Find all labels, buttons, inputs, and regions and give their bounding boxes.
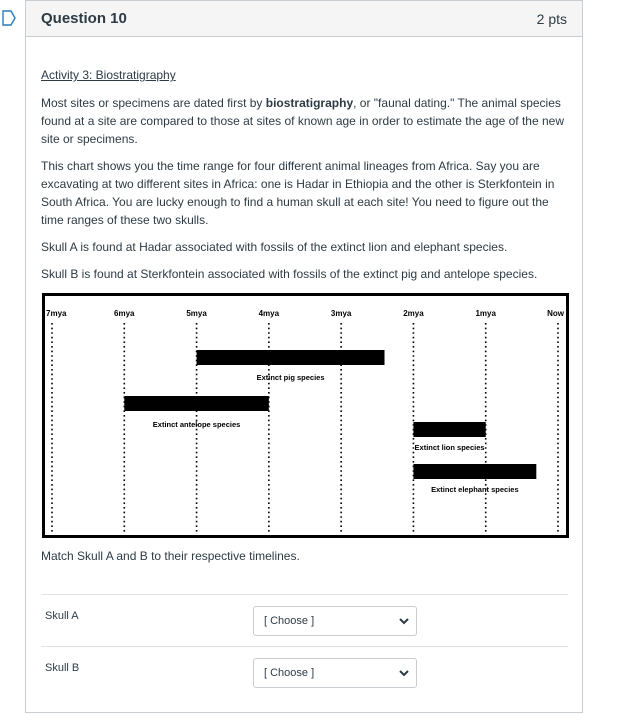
bar-label: Extinct elephant species [431,485,519,494]
answer-label: Skull A [45,610,79,622]
answer-label: Skull B [45,662,80,674]
skull-b-select[interactable] [253,658,417,688]
paragraph-skull-b: Skull B is found at Sterkfontein associated with fossils of the extinct pig and antelope species. [41,267,538,281]
match-prompt: Match Skull A and B to their respective timelines. [41,549,300,563]
paragraph-intro: Most sites or specimens are dated first by biostratigraphy, or "faunal dating." The animal species found at a site are compared to those at sites of known age in order to estimate the age of the new site or specimens. [41,96,564,146]
paragraph-chart-description: This chart shows you the time range for four different animal lineages from Africa. Say you are excavating at two different sites in Africa: one is Hadar in Ethiopia and the other is Sterkfontein in South Africa. You are lucky enough to find a human skull at each site! You need to figure out the time ranges of these two skulls. [41,159,555,227]
answer-row-skull-a [41,594,568,647]
select-value: [ Choose ] [264,615,315,627]
bar-label: Extinct lion species [414,443,485,452]
tick-label: Now [547,309,564,318]
tick-label: 4mya [258,309,280,318]
tick-label: 2mya [403,309,424,318]
select-value: [ Choose ] [264,667,315,679]
range-bar [413,422,485,437]
chevron-down-icon [398,667,410,679]
bar-label: Extinct antelope species [152,420,241,429]
bold-term: biostratigraphy [265,96,354,110]
range-bar [124,396,269,411]
chart-frame [44,295,568,537]
tick-label: 1mya [475,309,496,318]
activity-title: Activity 3: Biostratigraphy [41,68,176,82]
tick-label: 3mya [330,309,352,318]
range-bar [197,350,385,365]
question-card [25,0,583,713]
tick-label: 6mya [114,309,135,318]
bookmark-flag-icon[interactable] [2,10,16,26]
tick-label: 7mya [46,309,67,318]
answer-row-skull-b [41,646,568,699]
question-title: Question 10 [41,10,127,27]
chevron-down-icon [398,615,410,627]
range-bar [413,464,536,479]
tick-label: 5mya [186,309,207,318]
bar-label: Extinct pig species [256,373,325,382]
question-header [26,1,582,37]
biostratigraphy-chart [42,293,569,538]
paragraph-skull-a: Skull A is found at Hadar associated with fossils of the extinct lion and elephant species. [41,240,508,254]
question-points: 2 pts [536,10,567,27]
skull-a-select[interactable] [253,606,417,636]
